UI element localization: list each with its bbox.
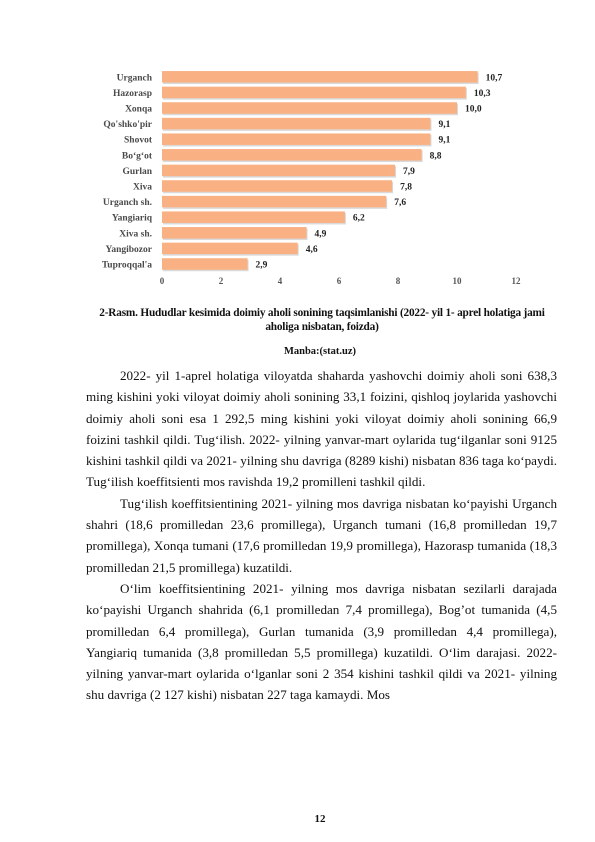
category-label: Xiva sh. — [119, 229, 152, 240]
category-label: Gurlan — [122, 166, 152, 177]
x-tick-label: 10 — [452, 275, 462, 286]
x-tick-label: 0 — [159, 275, 165, 286]
value-label: 7,6 — [394, 198, 407, 209]
bar — [162, 180, 392, 192]
value-label: 7,9 — [403, 166, 415, 177]
paragraph-1: 2022- yil 1-aprel holatiga viloyatda shaharda yashovchi doimiy aholi soni 638,3 ming kishini yoki viloyat doimiy aholi sonining 33,1 foizini, qishloq joylarida yashovchi doimiy aholi soni esa 1 292,5 ming kishini yoki viloyat doimiy aholi sonining 66,9 foizini tashkil qildi. Tug‘ilish. 2022- yilning yanvar-mart oylarida tug‘ilganlar soni 9125 kishini tashkil qildi va 2021- yilning shu davriga (8289 kishi) nisbatan 836 taga ko‘paydi. Tug‘ilish koeffitsienti mos ravishda 19,2 promilleni tashkil qildi. — [86, 368, 557, 490]
bar — [162, 102, 457, 114]
x-tick-label: 8 — [395, 275, 401, 286]
bar — [162, 149, 422, 161]
figure-caption: 2-Rasm. Hududlar kesimida doimiy aholi sonining taqsimlanishi (2022- yil 1- aprel holatiga jami aholiga nisbatan, foizda) — [99, 307, 545, 333]
value-label: 2,9 — [255, 260, 268, 271]
figure-source: Manba:(stat.uz) — [283, 346, 357, 357]
value-label: 4,6 — [305, 244, 318, 255]
bar — [162, 243, 298, 255]
category-label: Yangibozor — [105, 244, 152, 255]
paragraph-2: Tug‘ilish koeffitsientining 2021- yilning mos davriga nisbatan ko‘payishi Urganch shahri (18,6 promilledan 23,6 promillega), Urganch tumani (16,8 promilledan 19,7 promillega), Xonqa tumani (17,6 promilledan 19,9 promillega), Hazorasp tumanida (18,3 promilledan 21,5 promillega) kuzatildi. — [86, 495, 557, 575]
category-label: Urganch — [116, 73, 152, 84]
value-label: 10,7 — [485, 73, 503, 84]
value-label: 10,0 — [465, 104, 482, 115]
category-label: Tuproqqal'a — [101, 260, 152, 271]
bar — [162, 196, 386, 208]
bar — [162, 118, 430, 130]
x-tick-label: 12 — [511, 275, 521, 286]
bar — [162, 258, 248, 270]
x-tick-label: 2 — [218, 275, 224, 286]
value-label: 7,8 — [400, 182, 412, 193]
x-tick-label: 4 — [277, 275, 283, 286]
category-label: Urganch sh. — [102, 198, 152, 209]
value-label: 6,2 — [352, 213, 365, 224]
category-label: Bo‘g‘ot — [121, 151, 152, 162]
bar — [162, 227, 307, 239]
x-tick-label: 6 — [336, 275, 342, 286]
value-label: 9,1 — [438, 135, 451, 146]
page-number: 12 — [314, 813, 326, 825]
paragraph-3: O‘lim koeffitsientining 2021- yilning mos davriga nisbatan sezilarli darajada ko‘payishi Urganch shahrida (6,1 promilledan 7,4 promillega), Bog’ot tumanida (4,5 promilledan 6,4 promillega), Gurlan tumanida (3,9 promilledan 4,4 promillega), Yangiariq tumanida (3,8 promilledan 5,5 promillega) kuzatildi. O‘lim darajasi. 2022- yilning yanvar-mart oylarida o‘lganlar soni 2 354 kishini tashkil qildi va 2021- yilning shu davriga (2 127 kishi) nisbatan 227 taga kamaydi. Mos — [86, 580, 557, 703]
bar — [162, 165, 395, 177]
value-label: 4,9 — [314, 229, 327, 240]
value-label: 10,3 — [473, 88, 491, 99]
bar — [162, 133, 430, 145]
value-label: 9,1 — [438, 120, 451, 131]
category-label: Shovot — [124, 135, 152, 146]
bar — [162, 211, 345, 223]
value-label: 8,8 — [429, 151, 442, 162]
category-label: Xiva — [133, 182, 152, 193]
category-label: Hazorasp — [112, 88, 152, 99]
category-label: Yangiariq — [111, 213, 152, 224]
bar — [162, 87, 466, 99]
bar-chart — [80, 62, 540, 292]
category-label: Qo'shko'pir — [103, 120, 152, 131]
body-text — [86, 365, 557, 706]
category-label: Xonqa — [125, 104, 152, 115]
bar — [162, 71, 478, 83]
